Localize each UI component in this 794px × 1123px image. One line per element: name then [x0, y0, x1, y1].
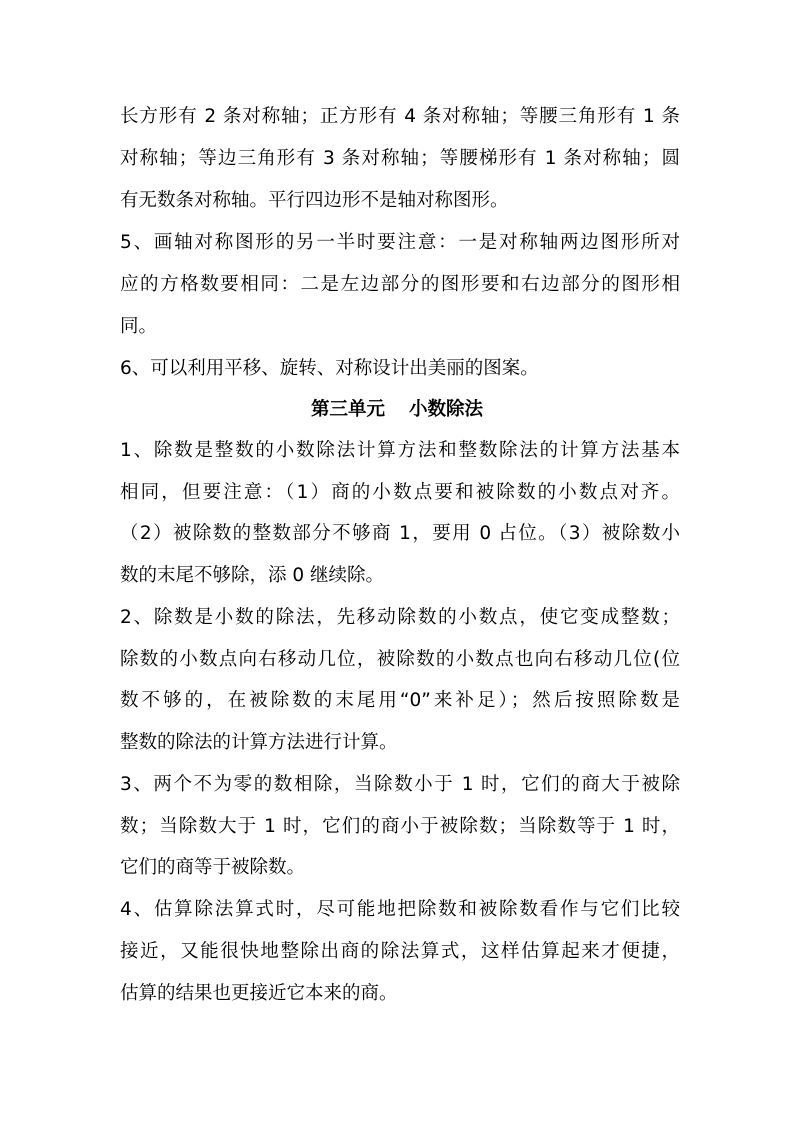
text-line: 数；当除数大于 1 时，它们的商小于被除数；当除数等于 1 时，: [120, 816, 680, 837]
text-line: 同。: [120, 316, 158, 337]
text-line: 整数的除法的计算方法进行计算。: [120, 732, 398, 753]
text-line: 除数的小数点向右移动几位，被除数的小数点也向右移动几位(位: [120, 649, 680, 670]
section-heading: [0, 398, 794, 422]
text-line: 接近，又能很快地整除出商的除法算式，这样估算起来才便捷，: [120, 941, 680, 962]
text-line: 估算的结果也更接近它本来的商。: [120, 983, 398, 1004]
text-line: 应的方格数要相同：二是左边部分的图形要和右边部分的图形相: [120, 274, 680, 295]
text-line: 对称轴；等边三角形有 3 条对称轴；等腰梯形有 1 条对称轴；圆: [120, 148, 680, 169]
text-line: 数的末尾不够除，添 0 继续除。: [120, 565, 385, 586]
text-line: 4、估算除法算式时，尽可能地把除数和被除数看作与它们比较: [120, 899, 680, 920]
text-line: 6、可以利用平移、旋转、对称设计出美丽的图案。: [120, 358, 539, 379]
text-line: 2、除数是小数的除法，先移动除数的小数点，使它变成整数；: [120, 607, 680, 628]
text-line: 1、除数是整数的小数除法计算方法和整数除法的计算方法基本: [120, 440, 680, 461]
text-line: 数不够的，在被除数的末尾用“0”来补足）；然后按照除数是: [120, 690, 680, 711]
text-line: （2）被除数的整数部分不够商 1，要用 0 占位。（3）被除数小: [120, 523, 680, 544]
text-line: 3、两个不为零的数相除，当除数小于 1 时，它们的商大于被除: [120, 774, 680, 795]
text-line: 它们的商等于被除数。: [120, 857, 306, 878]
text-line: 相同，但要注意：（1）商的小数点要和被除数的小数点对齐。: [120, 482, 680, 503]
heading-unit: 第三单元: [310, 399, 385, 420]
text-line: 5、画轴对称图形的另一半时要注意：一是对称轴两边图形所对: [120, 232, 680, 253]
text-line: 长方形有 2 条对称轴；正方形有 4 条对称轴；等腰三角形有 1 条: [120, 106, 680, 127]
heading-topic: 小数除法: [409, 399, 484, 420]
text-line: 有无数条对称轴。平行四边形不是轴对称图形。: [120, 190, 509, 211]
